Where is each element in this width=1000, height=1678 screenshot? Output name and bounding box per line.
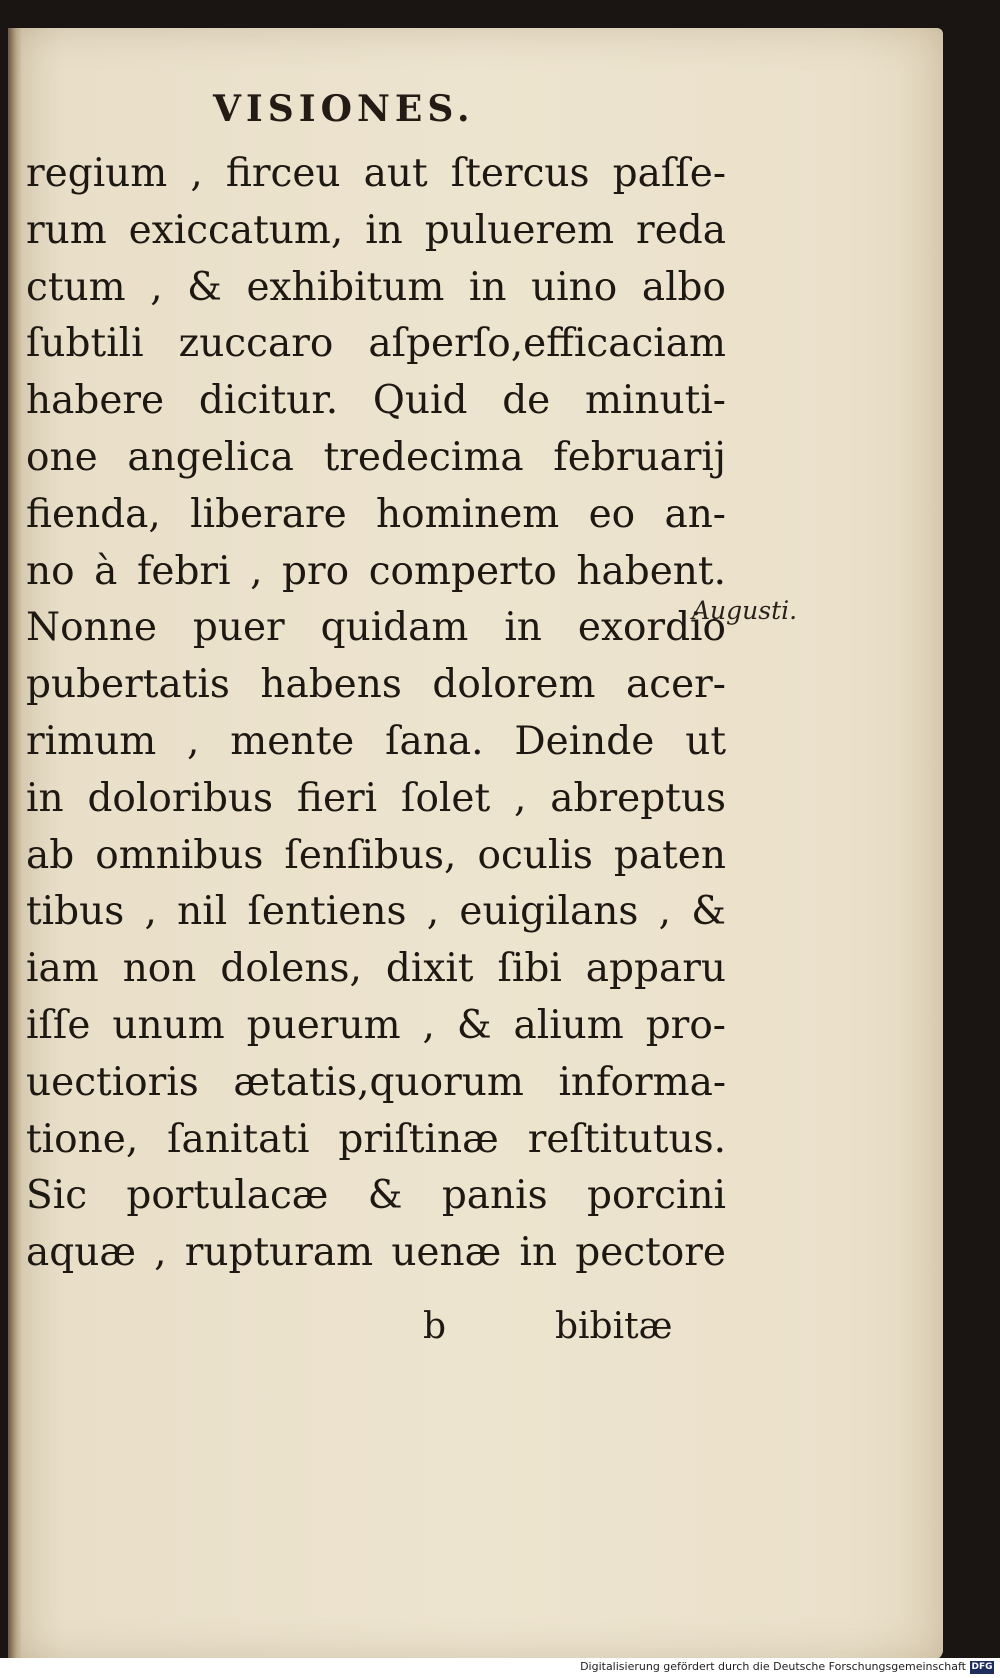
text-line: Sic portulacæ & panis porcini <box>26 1173 726 1219</box>
signature-mark: b <box>423 1306 447 1347</box>
funding-credit: Digitalisierung gefördert durch die Deutsche Forschungsgemeinschaft <box>580 1660 966 1673</box>
text-line: no à febri , pro comperto habent. <box>26 548 726 594</box>
text-line: one angelica tredecima februarij <box>26 434 726 480</box>
text-line: aquæ , rupturam uenæ in pectore <box>26 1230 726 1276</box>
text-line: fienda, liberare hominem eo an- <box>26 491 726 537</box>
text-line: tibus , nil ſentiens , euigilans , & <box>26 889 726 935</box>
page-gutter-shadow <box>8 28 22 1660</box>
running-head: VISIONES. <box>213 88 475 130</box>
catchword: bibitæ <box>555 1306 673 1347</box>
text-line: uectioris ætatis,quorum informa- <box>26 1059 726 1105</box>
text-line: ſubtili zuccaro aſperſo,efficaciam <box>26 321 726 367</box>
text-line: in doloribus fieri ſolet , abreptus <box>26 775 726 821</box>
body-text <box>26 146 726 1282</box>
text-line: ab omnibus ſenſibus, oculis paten <box>26 832 726 878</box>
text-line: habere dicitur. Quid de minuti- <box>26 378 726 424</box>
text-line: iam non dolens, dixit ſibi apparu <box>26 946 726 992</box>
book-page <box>8 28 943 1660</box>
marginal-note: Augusti. <box>692 596 798 625</box>
dfg-logo: DFG <box>971 1662 993 1672</box>
text-line: Nonne puer quidam in exordio <box>26 605 726 651</box>
text-line: rimum , mente ſana. Deinde ut <box>26 718 726 764</box>
text-line: iſſe unum puerum , & alium pro- <box>26 1002 726 1048</box>
digitization-footer <box>0 1658 1000 1678</box>
text-line: regium , firceu aut ſtercus paſſe- <box>26 151 726 196</box>
text-line: ctum , & exhibitum in uino albo <box>26 264 726 310</box>
text-line: tione, ſanitati priſtinæ reſtitutus. <box>26 1116 726 1162</box>
text-line: rum exiccatum, in puluerem reda <box>26 207 726 253</box>
text-line: pubertatis habens dolorem acer- <box>26 662 726 708</box>
